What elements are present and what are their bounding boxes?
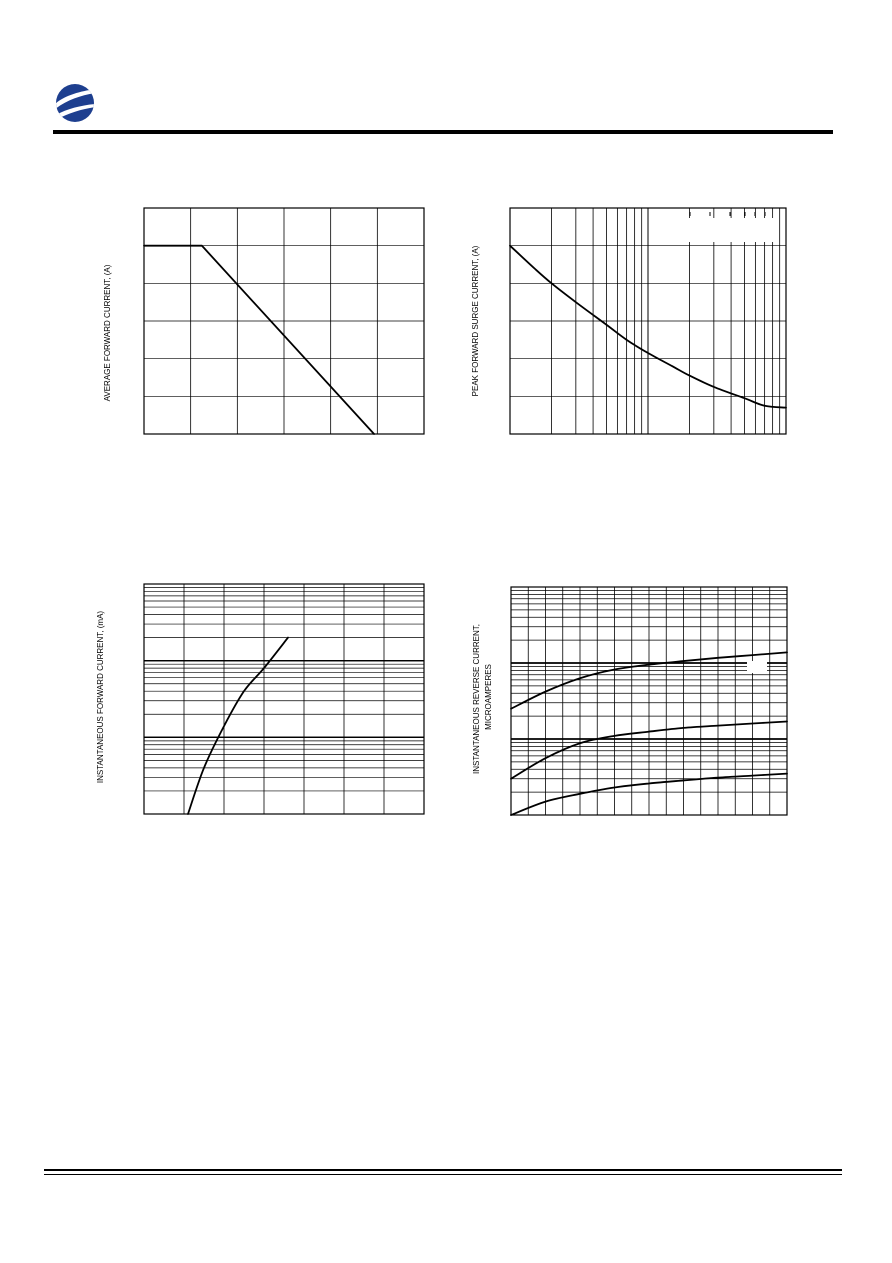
footer-rule-thin — [44, 1174, 842, 1175]
y-axis-label: INSTANTANEOUS FORWARD CURRENT, (mA) — [96, 610, 105, 784]
legend-area — [747, 661, 767, 673]
y-axis-label: AVERAGE FORWARD CURRENT, (A) — [103, 264, 112, 402]
y-axis-label: INSTANTANEOUS REVERSE CURRENT, — [472, 624, 481, 774]
y-axis-label: PEAK FORWARD SURGE CURRENT, (A) — [471, 245, 480, 397]
footer-rule — [44, 1169, 842, 1171]
y-axis-label-line2: MICROAMPERES — [484, 664, 493, 730]
